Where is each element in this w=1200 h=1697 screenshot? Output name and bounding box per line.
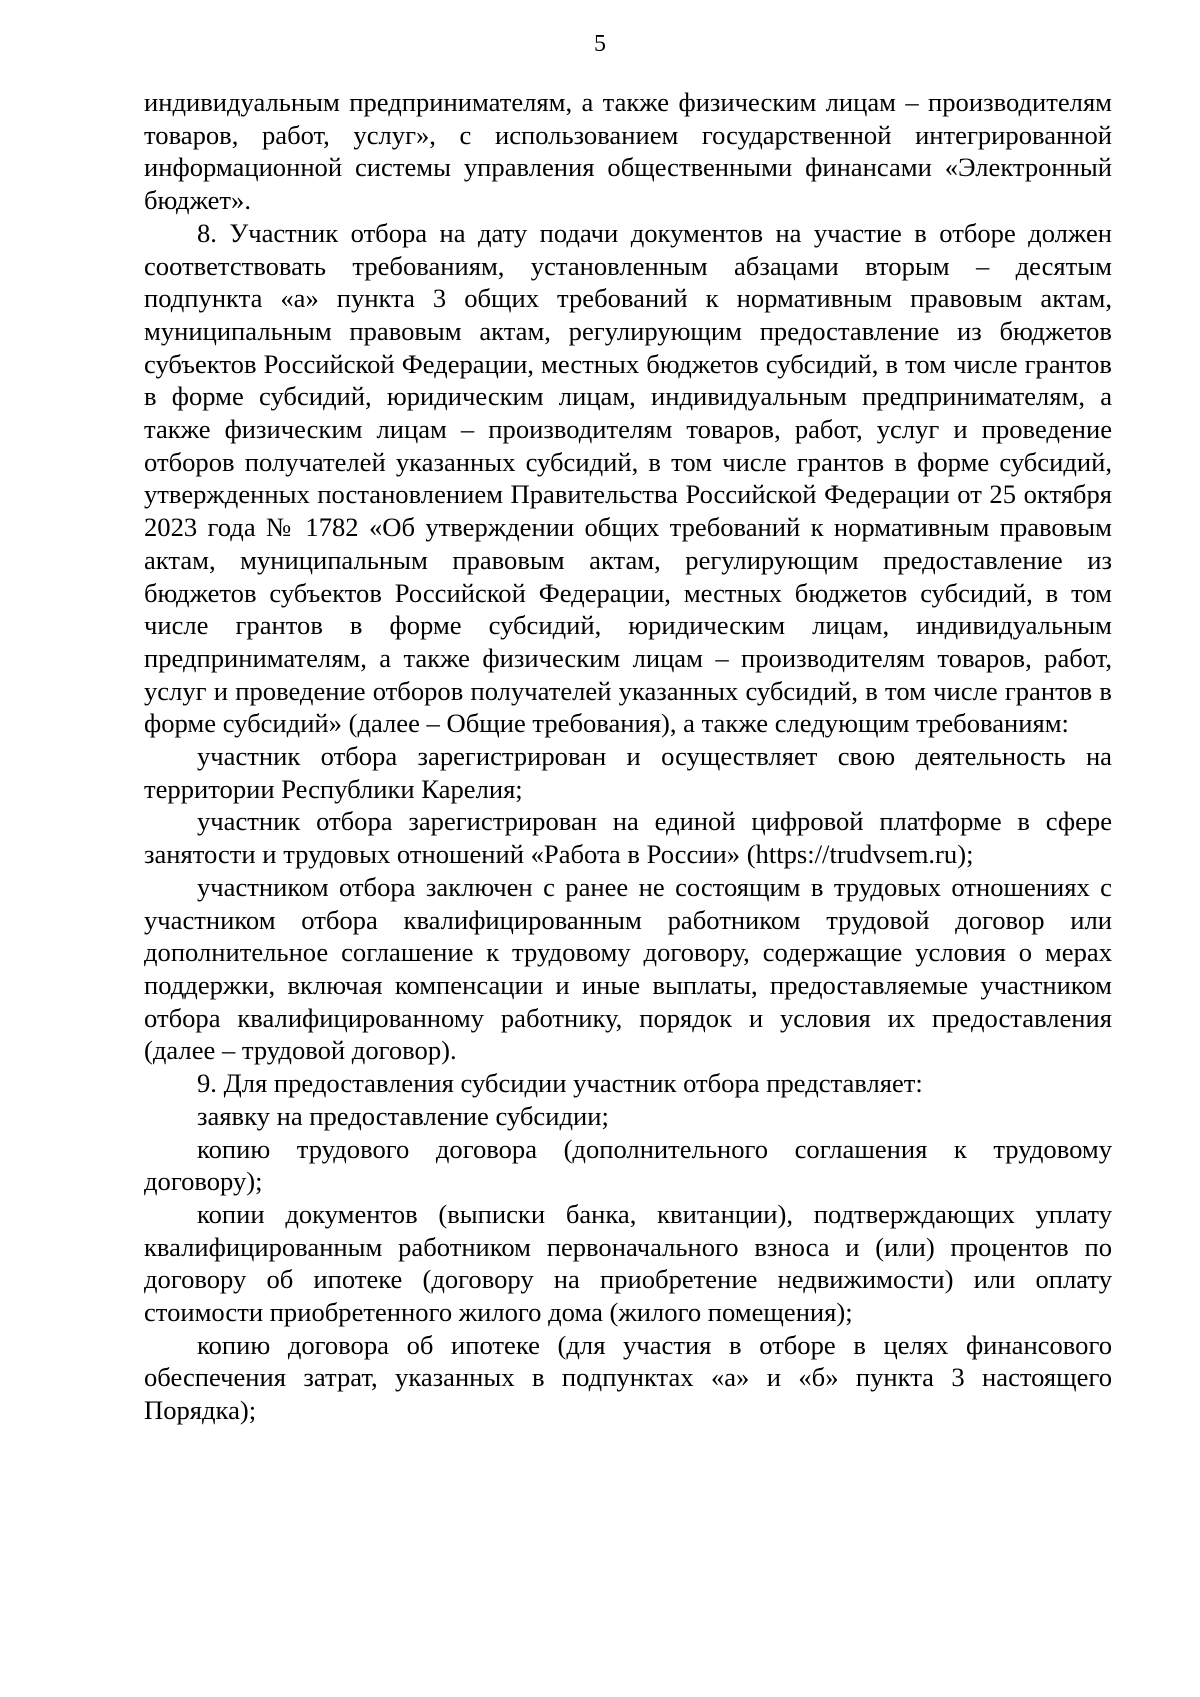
paragraph-item-9: 9. Для предоставления субсидии участник отбора представляет: bbox=[197, 1068, 923, 1099]
requirement-employment-contract: участником отбора заключен с ранее не состоящим в трудовых отношениях с участником отбора квалифицированным работником трудовой договор или дополнительное соглашение к трудовому договору, содержащие условия о мерах поддержки, включая компенсации и иные выплаты, предоставляемые участником отбора квалифицированному работнику, порядок и условия их предоставления (далее – трудовой договор). bbox=[144, 871, 1112, 1066]
document-list-item: копию трудового договора (дополнительного соглашения к трудовому договору); bbox=[144, 1133, 1112, 1197]
document-body bbox=[144, 86, 1112, 1427]
document-list-item: копии документов (выписки банка, квитанции), подтверждающих уплату квалифицированным работником первоначального взноса и (или) процентов по договору об ипотеке (договору на приобретение недвижимости) или оплату стоимости приобретенного жилого дома (жилого помещения); bbox=[144, 1198, 1112, 1328]
paragraph-item-8: 8. Участник отбора на дату подачи документов на участие в отборе должен соответствовать требованиям, установленным абзацами вторым – десятым подпункта «а» пункта 3 общих требований к нормативным правовым актам, муниципальным правовым актам, регулирующим предоставление из бюджетов субъектов Российской Федерации, местных бюджетов субсидий, в том числе грантов в форме субсидий, юридическим лицам, индивидуальным предпринимателям, а также физическим лицам – производителям товаров, работ, услуг и проведение отборов получателей указанных субсидий, в том числе грантов в форме субсидий, утвержденных постановлением Правительства Российской Федерации от 25 октября 2023 года № 1782 «Об утверждении общих требований к нормативным правовым актам, муниципальным правовым актам, регулирующим предоставление из бюджетов субъектов Российской Федерации, местных бюджетов субсидий, в том числе грантов в форме субсидий, юридическим лицам, индивидуальным предпринимателям, а также физическим лицам – производителям товаров, работ, услуг и проведение отборов получателей указанных субсидий, в том числе грантов в форме субсидий» (далее – Общие требования), а также следующим требованиям: bbox=[144, 217, 1112, 739]
requirement-registered-karelia: участник отбора зарегистрирован и осуществляет свою деятельность на территории Республики Карелия; bbox=[144, 741, 1112, 804]
requirement-registered-platform: участник отбора зарегистрирован на единой цифровой платформе в сфере занятости и трудовых отношений «Работа в России» (https://trudvsem.ru); bbox=[144, 806, 1112, 870]
document-list-item: заявку на предоставление субсидии; bbox=[197, 1100, 609, 1131]
document-list-item: копию договора об ипотеке (для участия в отборе в целях финансового обеспечения затрат, указанных в подпунктах «а» и «б» пункта 3 настоящего Порядка); bbox=[144, 1329, 1112, 1426]
paragraph: индивидуальным предпринимателям, а также физическим лицам – производителям товаров, работ, услуг», с использованием государственной интегрированной информационной системы управления общественными финансами «Электронный бюджет». bbox=[144, 87, 1112, 216]
page-number: 5 bbox=[594, 31, 606, 57]
